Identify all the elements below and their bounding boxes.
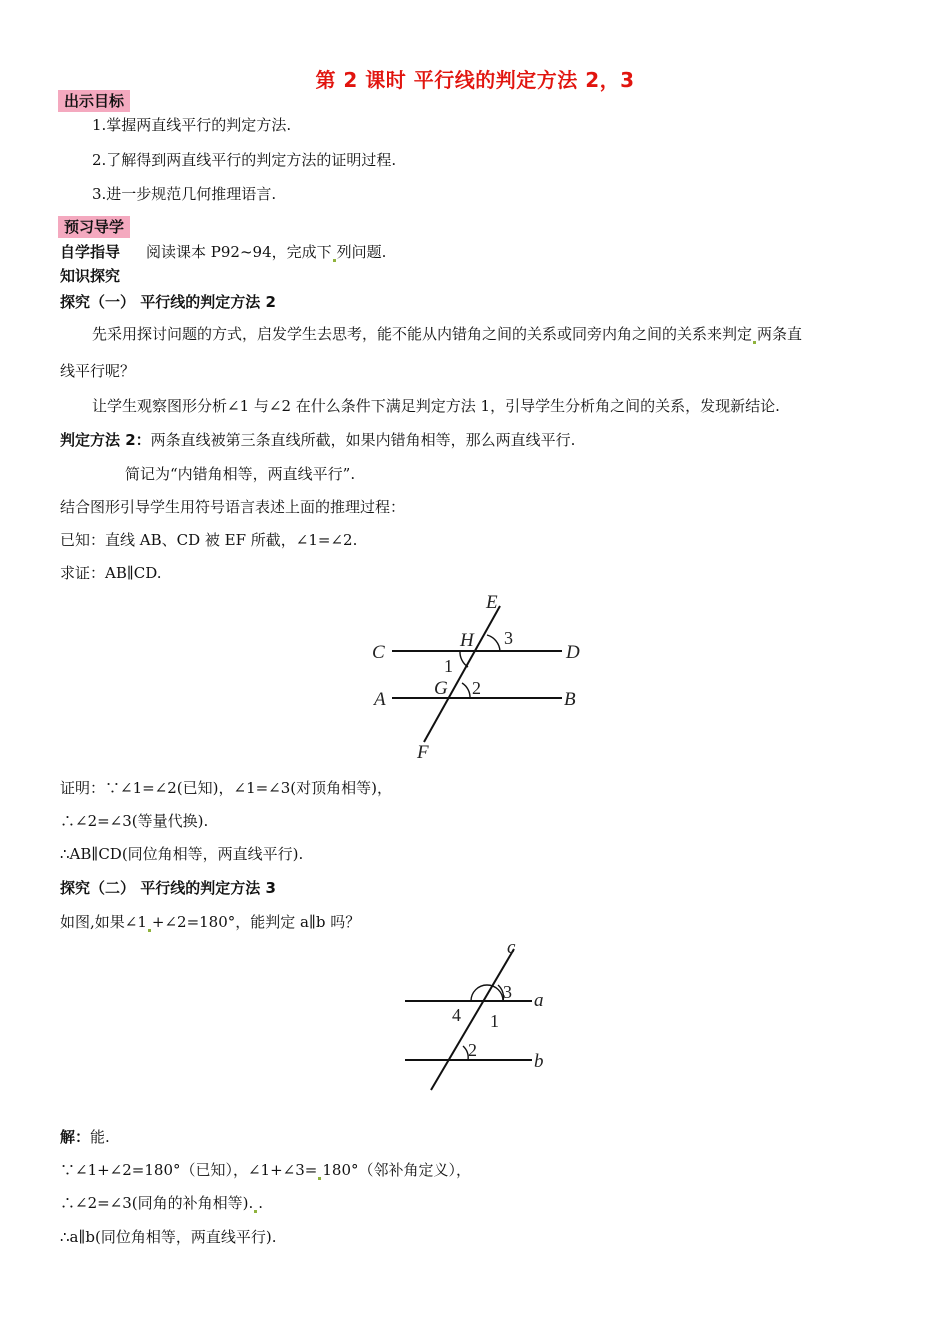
solution-row <box>60 1127 110 1147</box>
label-e: E <box>486 592 498 613</box>
label-2: 2 <box>468 1040 477 1060</box>
explore1-heading: 探究（一） 平行线的判定方法 2 <box>60 293 276 311</box>
explore1-paragraph-cont: 线平行呢？ <box>60 362 136 380</box>
label-3: 3 <box>504 628 513 648</box>
label-c: c <box>507 937 516 958</box>
explore2-question-text: 如图,如果∠1 <box>60 913 147 931</box>
label-b: b <box>534 1051 544 1072</box>
symbol-intro: 结合图形引导学生用符号语言表述上面的推理过程： <box>60 498 406 516</box>
knowledge-heading: 知识探究 <box>60 267 121 285</box>
label-c: C <box>372 642 385 663</box>
goal-item: 3.进一步规范几何推理语言. <box>92 185 277 203</box>
section-badge-preview: 预习导学 <box>58 216 130 238</box>
angle-arc-3 <box>487 635 500 651</box>
explore1-text: 先采用探讨问题的方式，启发学生去思考，能不能从内错角之间的关系或同旁内角之间的关系来判定 <box>92 325 753 343</box>
solution-line <box>60 1193 263 1213</box>
self-study-label: 自学指导 <box>60 243 121 261</box>
goal-item: 2.了解得到两直线平行的判定方法的证明过程. <box>92 151 397 169</box>
self-study-text-end: 列问题. <box>336 243 387 261</box>
proof-line: ∴AB∥CD(同位角相等，两直线平行). <box>60 845 304 863</box>
label-a: A <box>374 689 386 710</box>
speck-mark <box>318 1177 321 1180</box>
figure-parallel-lines-2 <box>395 935 565 1095</box>
label-1: 1 <box>490 1011 499 1031</box>
solution-line-text-end: 180°（邻补角定义）， <box>322 1161 471 1179</box>
label-4: 4 <box>452 1005 461 1025</box>
figure-parallel-lines-1 <box>360 588 620 768</box>
solution-answer: 能. <box>90 1128 110 1146</box>
speck-mark <box>333 259 336 262</box>
goal-item: 1.掌握两直线平行的判定方法. <box>92 116 292 134</box>
explore1-text-end: 两条直 <box>757 325 803 343</box>
page-title: 第 2 课时 平行线的判定方法 2，3 <box>315 68 635 92</box>
line-ef <box>424 606 500 742</box>
proof-line: 证明：∵∠1=∠2(已知)，∠1=∠3(对顶角相等)， <box>60 779 392 797</box>
label-3: 3 <box>503 982 512 1002</box>
speck-mark <box>148 929 151 932</box>
solution-line-text: ∵∠1+∠2=180°（已知），∠1+∠3= <box>60 1161 318 1179</box>
method2-short: 简记为“内错角相等，两直线平行”. <box>125 465 356 483</box>
label-b: B <box>564 689 576 710</box>
solution-line-text: ∴∠2=∠3(同角的补角相等). <box>60 1194 254 1212</box>
label-g: G <box>434 678 448 699</box>
explore1-paragraph <box>92 324 802 344</box>
proof-line: ∴∠2=∠3(等量代换). <box>60 812 209 830</box>
explore2-question-text-end: +∠2=180°，能判定 a∥b 吗？ <box>151 913 361 931</box>
label-d: D <box>566 642 580 663</box>
solution-line: ∴a∥b(同位角相等，两直线平行). <box>60 1228 277 1246</box>
explore2-heading: 探究（二） 平行线的判定方法 3 <box>60 879 276 897</box>
self-study-text: 阅读课本 P92~94，完成下 <box>146 243 332 261</box>
method2-label: 判定方法 2： <box>60 431 151 449</box>
solution-label: 解： <box>60 1128 91 1146</box>
speck-mark <box>753 341 756 344</box>
line-c <box>431 949 514 1090</box>
solution-line <box>60 1160 471 1180</box>
explore1-paragraph-2: 让学生观察图形分析∠1 与∠2 在什么条件下满足判定方法 1，引导学生分析角之间的关系，发现新结论. <box>92 397 780 415</box>
section-badge-goals: 出示目标 <box>58 90 130 112</box>
prove-statement: 求证：AB∥CD. <box>60 564 162 582</box>
speck-mark <box>254 1210 257 1213</box>
label-f: F <box>417 742 429 763</box>
solution-line-tail: . <box>258 1194 264 1212</box>
method2-text: 两条直线被第三条直线所截，如果内错角相等，那么两直线平行. <box>150 431 576 449</box>
explore2-question <box>60 912 360 932</box>
given-statement: 已知：直线 AB、CD 被 EF 所截，∠1=∠2. <box>60 531 358 549</box>
label-2: 2 <box>472 678 481 698</box>
label-h: H <box>460 630 474 651</box>
angle-arc-2 <box>462 683 470 698</box>
label-a: a <box>534 990 544 1011</box>
method2-row <box>60 430 575 450</box>
label-1: 1 <box>444 656 453 676</box>
self-study-row <box>60 242 386 262</box>
